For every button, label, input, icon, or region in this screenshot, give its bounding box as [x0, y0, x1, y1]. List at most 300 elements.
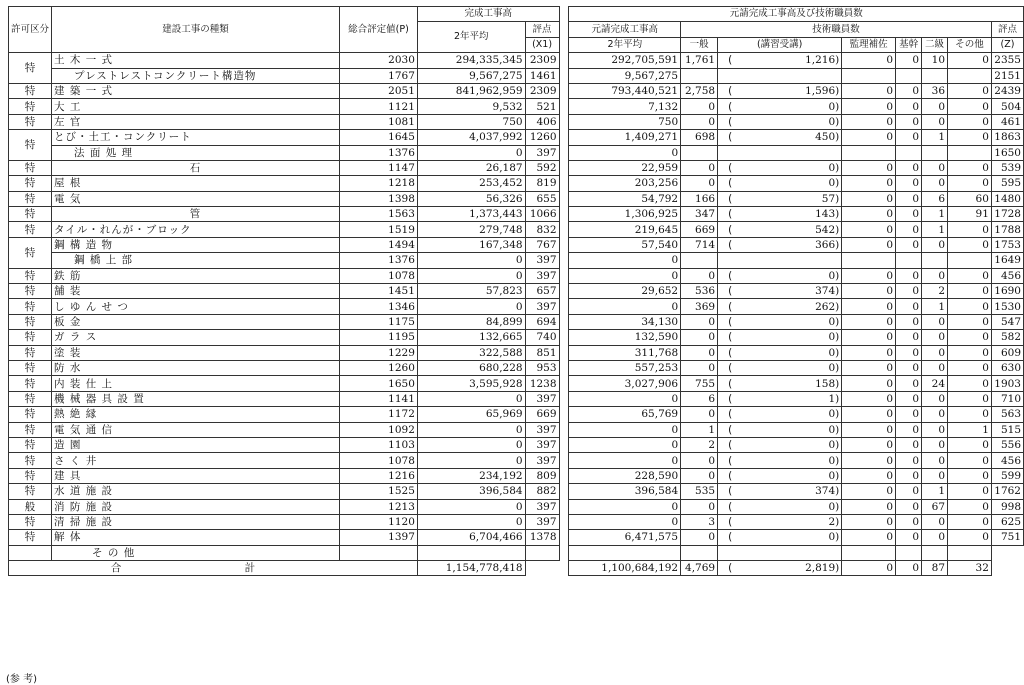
x1-score-cell: [525, 545, 559, 560]
first-class-cell: 1: [681, 422, 718, 437]
second-class-cell: 0: [922, 468, 948, 483]
basic-cell: 0: [896, 422, 922, 437]
permit-type-cell: 特: [9, 237, 52, 268]
total-score-cell: 1397: [340, 530, 418, 545]
total-prime-avg: 1,100,684,192: [569, 561, 681, 576]
second-class-cell: 0: [922, 360, 948, 375]
two-year-avg-cell: 0: [417, 514, 525, 529]
kind-cell: 建 築 一 式: [52, 83, 340, 98]
table-row: [9, 237, 1024, 252]
prime-avg-cell: 0: [569, 422, 681, 437]
permit-type-cell: 特: [9, 453, 52, 468]
basic-cell: [896, 68, 922, 83]
table-row: [9, 499, 1024, 514]
total-two-year-avg: 1,154,778,418: [417, 561, 525, 576]
lecture-cell: 0): [779, 437, 842, 452]
prime-avg-cell: 0: [569, 453, 681, 468]
total-score-cell: 2030: [340, 53, 418, 68]
x1-score-cell: 2309: [525, 83, 559, 98]
prime-avg-cell: 54,792: [569, 191, 681, 206]
total-row: [9, 561, 1024, 576]
reference-note: (参 考): [6, 674, 37, 685]
total-score-cell: 1376: [340, 145, 418, 160]
supervisor-assist-cell: 0: [842, 376, 896, 391]
z-score-cell: 1753: [991, 237, 1023, 252]
first-class-cell: 0: [681, 360, 718, 375]
supervisor-assist-cell: 0: [842, 330, 896, 345]
x1-score-cell: 882: [525, 484, 559, 499]
prime-avg-cell: 750: [569, 114, 681, 129]
second-class-cell: 1: [922, 207, 948, 222]
second-class-cell: 0: [922, 330, 948, 345]
permit-type-cell: 特: [9, 160, 52, 175]
supervisor-assist-cell: 0: [842, 437, 896, 452]
permit-type-cell: 特: [9, 437, 52, 452]
lecture-cell: 262): [779, 299, 842, 314]
lecture-open-paren: [718, 145, 779, 160]
spacer-cell: [559, 53, 569, 68]
spacer-cell: [559, 345, 569, 360]
z-score-cell: 461: [991, 114, 1023, 129]
other-cell: 0: [948, 391, 992, 406]
basic-cell: 0: [896, 453, 922, 468]
supervisor-assist-cell: 0: [842, 284, 896, 299]
total-score-cell: 1525: [340, 484, 418, 499]
x1-score-cell: 1461: [525, 68, 559, 83]
permit-type-cell: 特: [9, 99, 52, 114]
first-class-cell: 1,761: [681, 53, 718, 68]
kind-cell: プレストレストコンクリート構造物: [52, 68, 340, 83]
second-class-cell: 0: [922, 345, 948, 360]
table-row: [9, 453, 1024, 468]
two-year-avg-cell: 294,335,345: [417, 53, 525, 68]
spacer-cell: [559, 314, 569, 329]
table-row: [9, 330, 1024, 345]
permit-type-cell: 特: [9, 130, 52, 161]
lecture-open-paren: (: [718, 391, 779, 406]
lecture-open-paren: (: [718, 484, 779, 499]
permit-type-cell: 特: [9, 53, 52, 84]
other-cell: 0: [948, 160, 992, 175]
z-score-cell: 456: [991, 268, 1023, 283]
lecture-cell: 0): [779, 499, 842, 514]
other-cell: 91: [948, 207, 992, 222]
x1-score-cell: 740: [525, 330, 559, 345]
permit-type-cell: 特: [9, 514, 52, 529]
lecture-cell: 0): [779, 160, 842, 175]
x1-score-cell: 657: [525, 284, 559, 299]
other-cell: 0: [948, 530, 992, 545]
kind-cell: 法 面 処 理: [52, 145, 340, 160]
supervisor-assist-cell: 0: [842, 191, 896, 206]
lecture-cell: [779, 545, 842, 560]
x1-score-cell: 397: [525, 422, 559, 437]
kind-cell: とび・土工・コンクリート: [52, 130, 340, 145]
kind-cell: し ゆ ん せ つ: [52, 299, 340, 314]
x1-score-cell: 397: [525, 453, 559, 468]
lecture-open-paren: (: [718, 299, 779, 314]
two-year-avg-cell: 279,748: [417, 222, 525, 237]
first-class-cell: 0: [681, 453, 718, 468]
kind-cell: 屋 根: [52, 176, 340, 191]
first-class-cell: 0: [681, 160, 718, 175]
two-year-avg-cell: 0: [417, 299, 525, 314]
two-year-avg-cell: 0: [417, 268, 525, 283]
z-score-cell: 1762: [991, 484, 1023, 499]
supervisor-assist-cell: 0: [842, 160, 896, 175]
z-score-cell: 998: [991, 499, 1023, 514]
first-class-cell: 6: [681, 391, 718, 406]
two-year-avg-cell: 167,348: [417, 237, 525, 252]
lecture-open-paren: [718, 68, 779, 83]
lecture-cell: 0): [779, 268, 842, 283]
two-year-avg-cell: 0: [417, 437, 525, 452]
total-score-cell: 1218: [340, 176, 418, 191]
basic-cell: 0: [896, 83, 922, 98]
lecture-open-paren: (: [718, 330, 779, 345]
other-cell: 0: [948, 114, 992, 129]
z-score-cell: 1690: [991, 284, 1023, 299]
prime-avg-cell: 9,567,275: [569, 68, 681, 83]
permit-type-cell: 特: [9, 314, 52, 329]
x1-score-cell: 851: [525, 345, 559, 360]
total-score-cell: 1260: [340, 360, 418, 375]
lecture-open-paren: (: [718, 130, 779, 145]
second-class-cell: 0: [922, 268, 948, 283]
kind-cell: 内 装 仕 上: [52, 376, 340, 391]
other-cell: 0: [948, 499, 992, 514]
prime-avg-cell: 7,132: [569, 99, 681, 114]
prime-avg-cell: 34,130: [569, 314, 681, 329]
second-class-cell: 1: [922, 130, 948, 145]
two-year-avg-cell: 841,962,959: [417, 83, 525, 98]
two-year-avg-cell: 132,665: [417, 330, 525, 345]
permit-type-cell: 特: [9, 268, 52, 283]
other-cell: 0: [948, 176, 992, 191]
second-class-cell: 1: [922, 299, 948, 314]
x1-score-cell: 397: [525, 437, 559, 452]
second-class-cell: 0: [922, 514, 948, 529]
lecture-open-paren: (: [718, 99, 779, 114]
lecture-cell: 0): [779, 330, 842, 345]
prime-avg-cell: 22,959: [569, 160, 681, 175]
hdr-score: 評点: [525, 22, 559, 37]
spacer-cell: [559, 545, 569, 560]
basic-cell: 0: [896, 222, 922, 237]
x1-score-cell: 397: [525, 253, 559, 268]
prime-avg-cell: 0: [569, 437, 681, 452]
first-class-cell: [681, 253, 718, 268]
other-cell: 60: [948, 191, 992, 206]
permit-type-cell: 特: [9, 222, 52, 237]
lecture-open-paren: (: [718, 499, 779, 514]
kind-cell: 土 木 一 式: [52, 53, 340, 68]
two-year-avg-cell: 253,452: [417, 176, 525, 191]
prime-avg-cell: 228,590: [569, 468, 681, 483]
lecture-open-paren: (: [718, 437, 779, 452]
two-year-avg-cell: 3,595,928: [417, 376, 525, 391]
first-class-cell: 698: [681, 130, 718, 145]
lecture-cell: 0): [779, 468, 842, 483]
first-class-cell: 0: [681, 114, 718, 129]
total-score-cell: 1767: [340, 68, 418, 83]
x1-score-cell: 397: [525, 391, 559, 406]
kind-cell: さ く 井: [52, 453, 340, 468]
kind-cell: 水 道 施 設: [52, 484, 340, 499]
x1-score-cell: 832: [525, 222, 559, 237]
kind-cell: 石: [52, 160, 340, 175]
lecture-open-paren: (: [718, 453, 779, 468]
first-class-cell: 0: [681, 499, 718, 514]
z-score-cell: 515: [991, 422, 1023, 437]
supervisor-assist-cell: 0: [842, 222, 896, 237]
x1-score-cell: 953: [525, 360, 559, 375]
table-row: [9, 191, 1024, 206]
lecture-cell: [779, 145, 842, 160]
other-cell: [948, 253, 992, 268]
other-cell: 0: [948, 484, 992, 499]
supervisor-assist-cell: 0: [842, 453, 896, 468]
spacer-cell: [559, 484, 569, 499]
permit-type-cell: 般: [9, 499, 52, 514]
permit-type-cell: 特: [9, 299, 52, 314]
second-class-cell: 0: [922, 237, 948, 252]
other-cell: 0: [948, 299, 992, 314]
z-score-cell: 539: [991, 160, 1023, 175]
basic-cell: 0: [896, 284, 922, 299]
x1-score-cell: 397: [525, 299, 559, 314]
hdr-z: (Z): [991, 37, 1023, 52]
table-row: [9, 207, 1024, 222]
basic-cell: 0: [896, 437, 922, 452]
lecture-cell: 0): [779, 314, 842, 329]
spacer-cell: [559, 437, 569, 452]
hdr-x1: (X1): [525, 37, 559, 52]
first-class-cell: 0: [681, 314, 718, 329]
two-year-avg-cell: 84,899: [417, 314, 525, 329]
supervisor-assist-cell: 0: [842, 99, 896, 114]
spacer-cell: [559, 99, 569, 114]
total-score-cell: 1451: [340, 284, 418, 299]
basic-cell: 0: [896, 391, 922, 406]
first-class-cell: 3: [681, 514, 718, 529]
lecture-open-paren: [718, 545, 779, 560]
basic-cell: 0: [896, 314, 922, 329]
two-year-avg-cell: [417, 545, 525, 560]
two-year-avg-cell: 1,373,443: [417, 207, 525, 222]
permit-type-cell: [9, 545, 52, 560]
spacer-cell: [559, 114, 569, 129]
lecture-open-paren: (: [718, 176, 779, 191]
table-row: [9, 160, 1024, 175]
supervisor-assist-cell: 0: [842, 176, 896, 191]
total-lecture: 2,819): [779, 561, 842, 576]
permit-type-cell: 特: [9, 376, 52, 391]
prime-avg-cell: 292,705,591: [569, 53, 681, 68]
table-row: [9, 468, 1024, 483]
total-score-cell: 1376: [340, 253, 418, 268]
two-year-avg-cell: 0: [417, 391, 525, 406]
first-class-cell: 369: [681, 299, 718, 314]
spacer-cell: [559, 330, 569, 345]
z-score-cell: 1530: [991, 299, 1023, 314]
lecture-cell: 450): [779, 130, 842, 145]
other-cell: 0: [948, 268, 992, 283]
other-cell: 0: [948, 237, 992, 252]
prime-avg-cell: 1,306,925: [569, 207, 681, 222]
total-score-cell: 1121: [340, 99, 418, 114]
kind-cell: 板 金: [52, 314, 340, 329]
hdr-completed: 完成工事高: [417, 7, 559, 22]
second-class-cell: [922, 145, 948, 160]
prime-avg-cell: 0: [569, 145, 681, 160]
hdr-first-class: 一般: [681, 37, 718, 52]
x1-score-cell: 1260: [525, 130, 559, 145]
table-row: [9, 407, 1024, 422]
permit-type-cell: 特: [9, 391, 52, 406]
x1-score-cell: 669: [525, 407, 559, 422]
second-class-cell: 0: [922, 391, 948, 406]
prime-avg-cell: 65,769: [569, 407, 681, 422]
basic-cell: 0: [896, 191, 922, 206]
table-row: [9, 268, 1024, 283]
prime-avg-cell: 203,256: [569, 176, 681, 191]
basic-cell: 0: [896, 130, 922, 145]
prime-avg-cell: 1,409,271: [569, 130, 681, 145]
other-cell: [948, 145, 992, 160]
table-row: [9, 99, 1024, 114]
other-cell: 0: [948, 468, 992, 483]
first-class-cell: [681, 545, 718, 560]
first-class-cell: 0: [681, 268, 718, 283]
table-row: [9, 130, 1024, 145]
kind-cell: 解 体: [52, 530, 340, 545]
hdr-prime-avg: 2年平均: [569, 37, 681, 52]
z-score-cell: 1903: [991, 376, 1023, 391]
supervisor-assist-cell: 0: [842, 499, 896, 514]
lecture-cell: 374): [779, 284, 842, 299]
basic-cell: 0: [896, 484, 922, 499]
table-row: [9, 145, 1024, 160]
spacer-cell: [559, 299, 569, 314]
lecture-cell: 158): [779, 376, 842, 391]
supervisor-assist-cell: 0: [842, 130, 896, 145]
spacer-cell: [559, 207, 569, 222]
lecture-cell: 0): [779, 453, 842, 468]
x1-score-cell: 2309: [525, 53, 559, 68]
supervisor-assist-cell: [842, 68, 896, 83]
two-year-avg-cell: 750: [417, 114, 525, 129]
prime-avg-cell: 3,027,906: [569, 376, 681, 391]
hdr-basic: 基幹: [896, 37, 922, 52]
supervisor-assist-cell: 0: [842, 114, 896, 129]
hdr-permit-type: 許可区分: [9, 7, 52, 53]
total-score-cell: 1141: [340, 391, 418, 406]
second-class-cell: 67: [922, 499, 948, 514]
permit-type-cell: 特: [9, 530, 52, 545]
second-class-cell: 0: [922, 314, 948, 329]
two-year-avg-cell: 57,823: [417, 284, 525, 299]
permit-type-cell: 特: [9, 207, 52, 222]
total-score-cell: 1172: [340, 407, 418, 422]
two-year-avg-cell: 0: [417, 453, 525, 468]
permit-type-cell: 特: [9, 176, 52, 191]
second-class-cell: [922, 545, 948, 560]
first-class-cell: 0: [681, 345, 718, 360]
supervisor-assist-cell: 0: [842, 83, 896, 98]
z-score-cell: 609: [991, 345, 1023, 360]
lecture-cell: 0): [779, 345, 842, 360]
hdr-second-class: 二級: [922, 37, 948, 52]
other-cell: 0: [948, 99, 992, 114]
prime-avg-cell: 396,584: [569, 484, 681, 499]
z-score-cell: 547: [991, 314, 1023, 329]
hdr-z-score: 評点: [991, 22, 1023, 37]
total-score-cell: 1195: [340, 330, 418, 345]
lecture-cell: 0): [779, 360, 842, 375]
second-class-cell: 0: [922, 437, 948, 452]
total-score-cell: 1175: [340, 314, 418, 329]
spacer-cell: [559, 130, 569, 145]
spacer-cell: [559, 453, 569, 468]
two-year-avg-cell: 26,187: [417, 160, 525, 175]
x1-score-cell: 1238: [525, 376, 559, 391]
prime-avg-cell: [569, 545, 681, 560]
total-other: 32: [948, 561, 992, 576]
table-row: [9, 53, 1024, 68]
two-year-avg-cell: 396,584: [417, 484, 525, 499]
basic-cell: [896, 253, 922, 268]
basic-cell: 0: [896, 207, 922, 222]
basic-cell: 0: [896, 299, 922, 314]
kind-cell: 熱 絶 縁: [52, 407, 340, 422]
prime-avg-cell: 132,590: [569, 330, 681, 345]
table-row: [9, 222, 1024, 237]
lecture-open-paren: (: [718, 222, 779, 237]
second-class-cell: 10: [922, 53, 948, 68]
z-score-cell: 625: [991, 514, 1023, 529]
supervisor-assist-cell: 0: [842, 484, 896, 499]
z-score-cell: 1650: [991, 145, 1023, 160]
other-cell: 0: [948, 514, 992, 529]
supervisor-assist-cell: 0: [842, 391, 896, 406]
lecture-cell: 143): [779, 207, 842, 222]
lecture-open-paren: (: [718, 268, 779, 283]
spacer-cell: [559, 284, 569, 299]
basic-cell: 0: [896, 530, 922, 545]
basic-cell: 0: [896, 345, 922, 360]
other-cell: 0: [948, 130, 992, 145]
second-class-cell: 0: [922, 422, 948, 437]
z-score-cell: 599: [991, 468, 1023, 483]
kind-cell: 電 気: [52, 191, 340, 206]
supervisor-assist-cell: [842, 253, 896, 268]
score-table: [8, 6, 1024, 576]
z-score-cell: 595: [991, 176, 1023, 191]
basic-cell: 0: [896, 468, 922, 483]
spacer-cell: [559, 422, 569, 437]
second-class-cell: 0: [922, 407, 948, 422]
lecture-cell: 374): [779, 484, 842, 499]
first-class-cell: 535: [681, 484, 718, 499]
permit-type-cell: 特: [9, 83, 52, 98]
other-cell: 0: [948, 284, 992, 299]
prime-avg-cell: 557,253: [569, 360, 681, 375]
second-class-cell: 2: [922, 284, 948, 299]
table-row: [9, 376, 1024, 391]
second-class-cell: 0: [922, 160, 948, 175]
x1-score-cell: 655: [525, 191, 559, 206]
